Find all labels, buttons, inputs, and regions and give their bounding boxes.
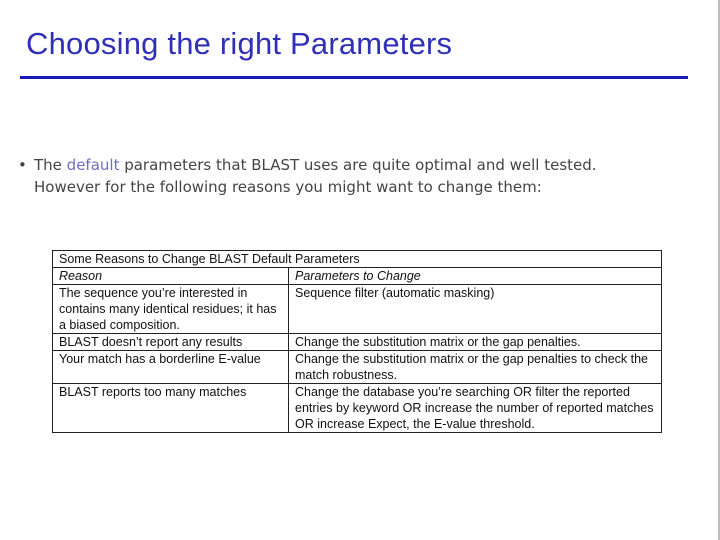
table-title: Some Reasons to Change BLAST Default Parameters bbox=[53, 251, 662, 268]
reason-cell: Your match has a borderline E-value bbox=[53, 351, 289, 384]
change-cell: Change the substitution matrix or the gap penalties to check the match robustness. bbox=[289, 351, 662, 384]
change-cell: Change the substitution matrix or the gap penalties. bbox=[289, 334, 662, 351]
table-title-row bbox=[53, 251, 662, 268]
bullet-highlight-word: default bbox=[66, 156, 120, 174]
reason-cell: BLAST doesn’t report any results bbox=[53, 334, 289, 351]
change-cell: Change the database you’re searching OR filter the reported entries by keyword OR increase the number of reported matches OR increase Expect, the E-value threshold. bbox=[289, 384, 662, 433]
bullet-text bbox=[34, 154, 654, 198]
title-underline bbox=[20, 76, 688, 79]
table-header-row bbox=[53, 268, 662, 285]
reason-cell: The sequence you’re interested in contains many identical residues; it has a biased composition. bbox=[53, 285, 289, 334]
bullet-dot-icon: • bbox=[18, 156, 27, 174]
header-reason: Reason bbox=[53, 268, 289, 285]
table-row bbox=[53, 384, 662, 433]
bullet-text-start: The bbox=[34, 156, 67, 174]
header-parameters: Parameters to Change bbox=[289, 268, 662, 285]
reasons-table bbox=[52, 250, 662, 433]
slide-title: Choosing the right Parameters bbox=[26, 26, 453, 61]
table-row bbox=[53, 351, 662, 384]
reason-cell: BLAST reports too many matches bbox=[53, 384, 289, 433]
change-cell: Sequence filter (automatic masking) bbox=[289, 285, 662, 334]
bullet-text-rest: parameters that BLAST uses are quite optimal and well tested. bbox=[119, 156, 597, 174]
table-row bbox=[53, 334, 662, 351]
table-row bbox=[53, 285, 662, 334]
bullet-text-line2: However for the following reasons you might want to change them: bbox=[34, 178, 542, 196]
